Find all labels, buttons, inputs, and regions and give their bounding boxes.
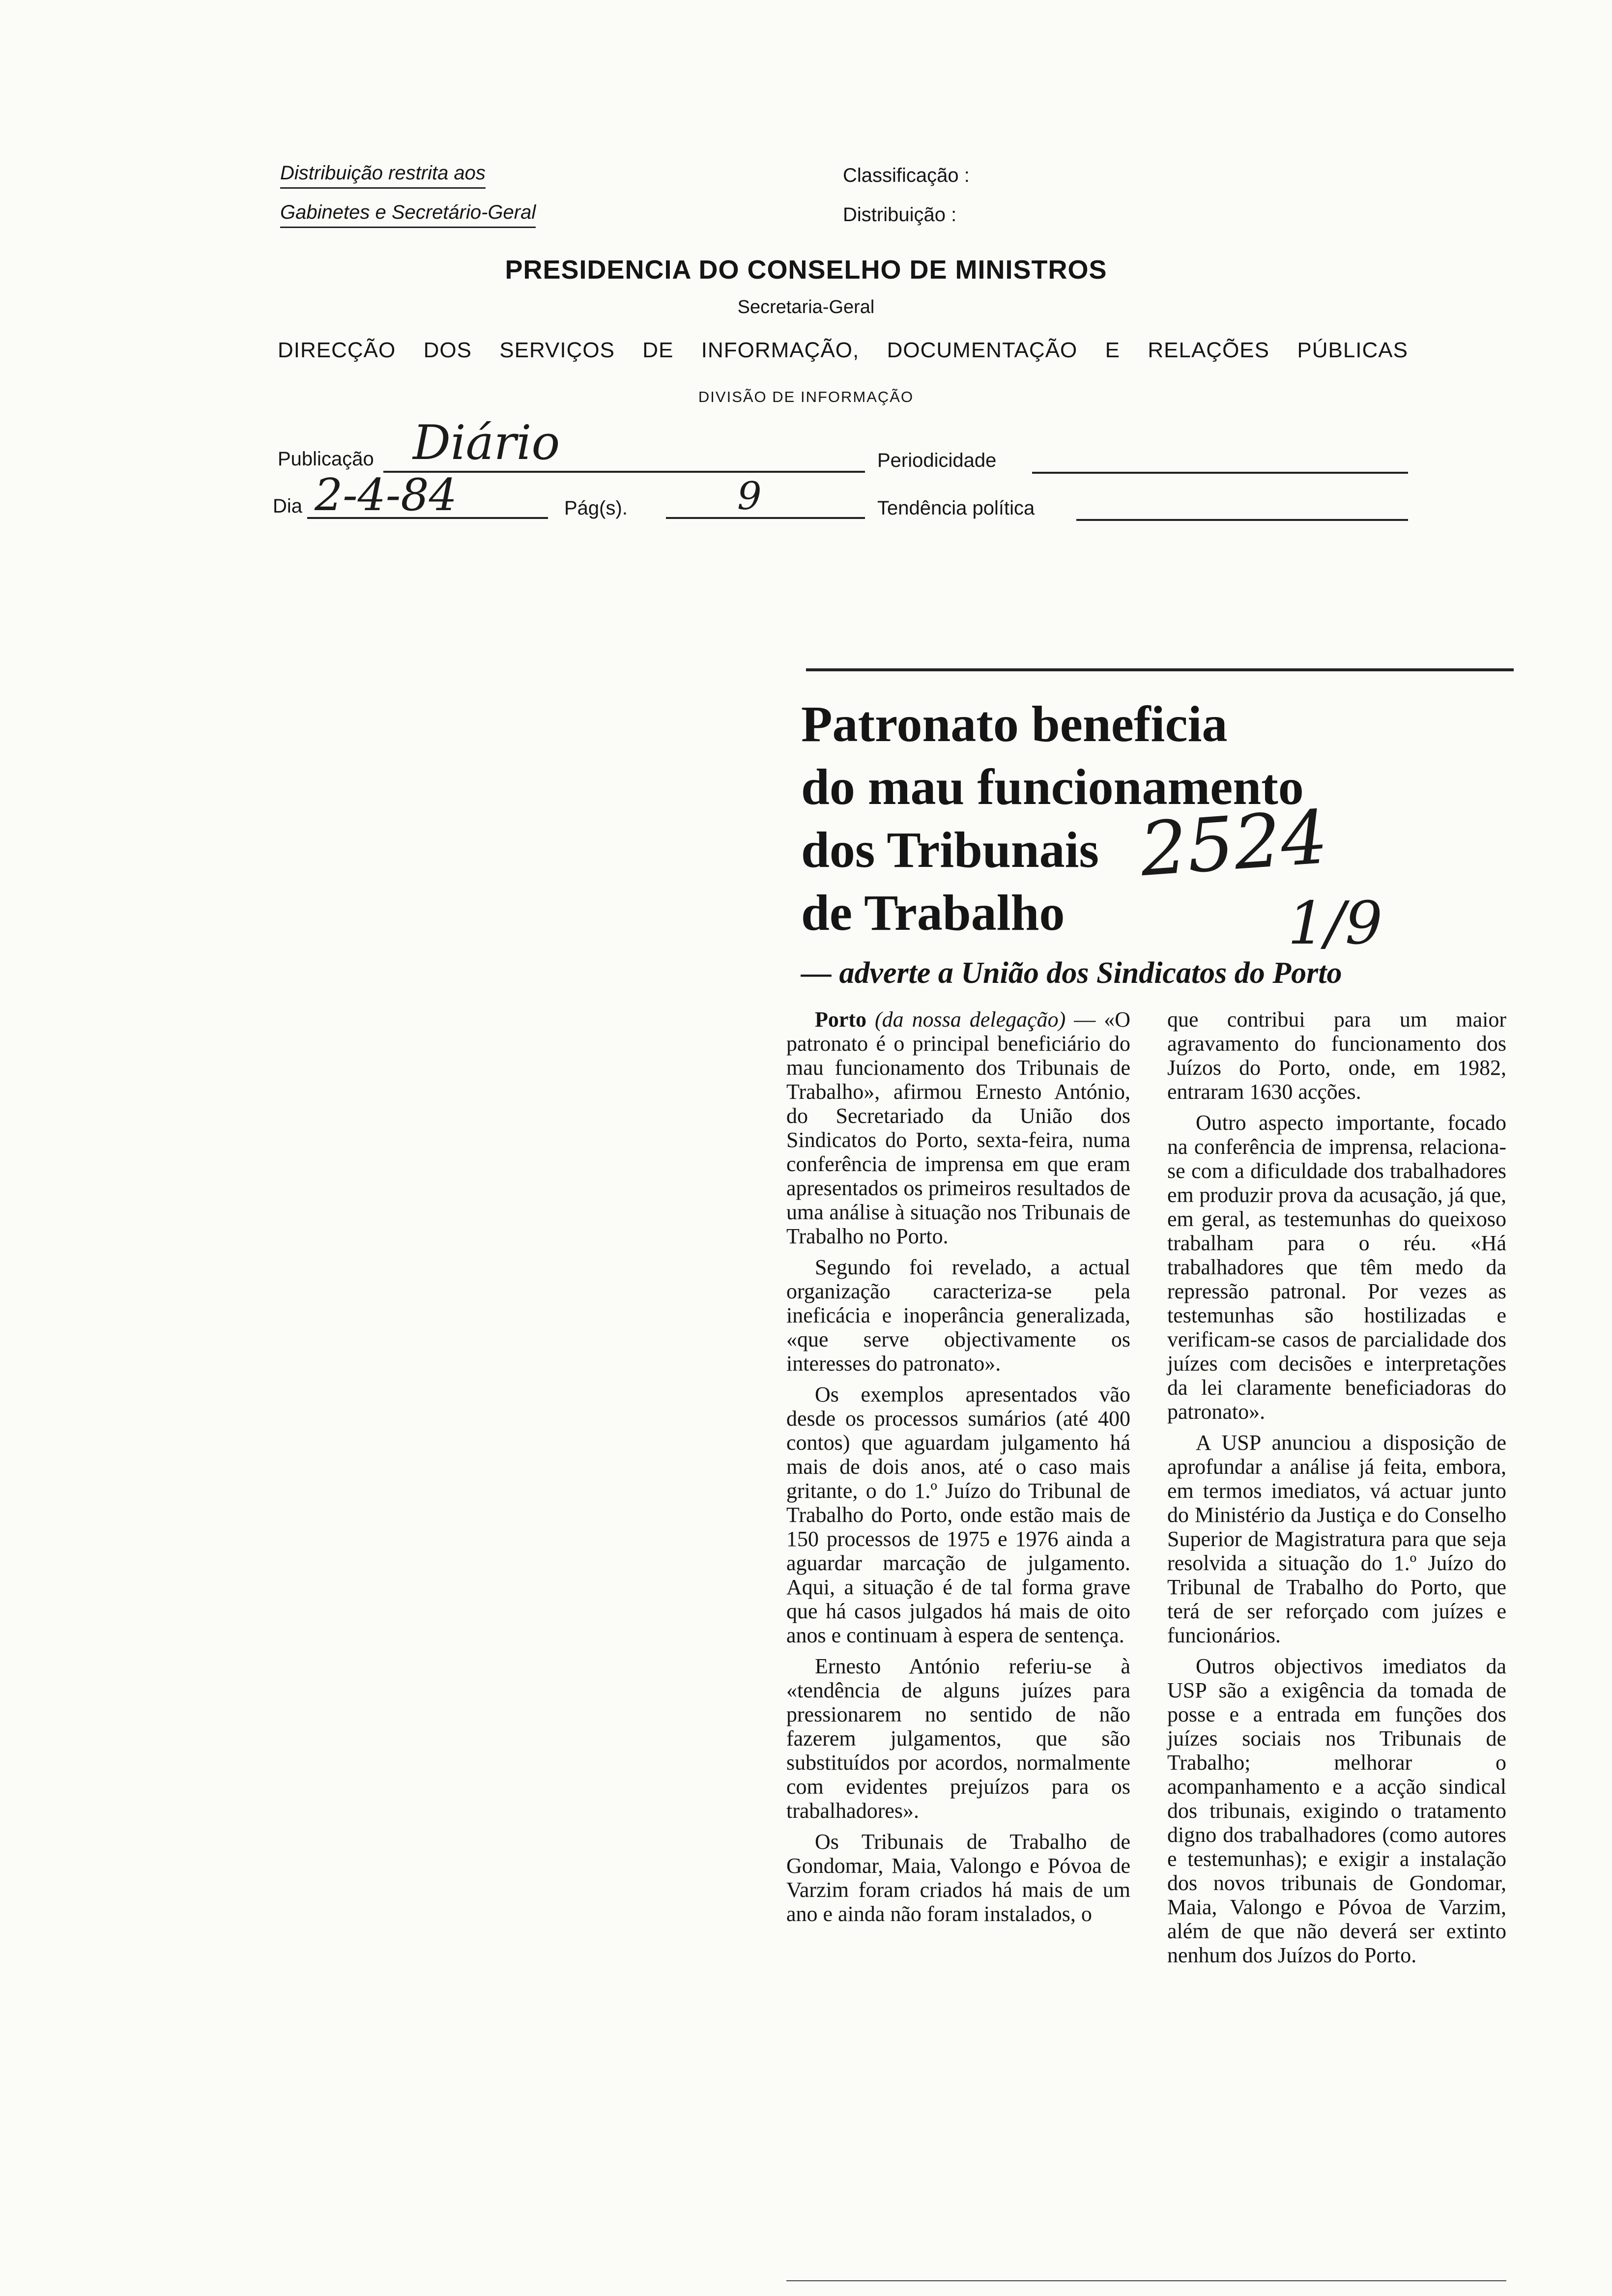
paragraph: Ernesto António referiu-se à «tendência de alguns juízes para pressionarem no sentido de não fazerem julgamentos, que são substituídos por acordos, normalmente com evidentes prejuízos para os trabalhadores». [786,1654,1130,1823]
org-title: PRESIDENCIA DO CONSELHO DE MINISTROS [505,255,1107,285]
tendencia-line [1076,519,1408,521]
dia-handwritten: 2-4-84 [315,469,457,521]
publicacao-label: Publicação [278,448,374,470]
headline-line: Patronato beneficia [801,696,1228,752]
publicacao-handwritten: Diário [413,415,560,470]
divisao-line: DIVISÃO DE INFORMAÇÃO [698,388,914,405]
pags-label: Pág(s). [564,497,628,519]
direccao-line: DIRECÇÃO DOS SERVIÇOS DE INFORMAÇÃO, DOCUMENTAÇÃO E RELAÇÕES PÚBLICAS [278,338,1408,362]
restriction-line-1: Distribuição restrita aos [280,162,486,189]
paragraph: A USP anunciou a disposição de aprofundar a análise já feita, embora, em termos imediatos, vá actuar junto do Ministério da Justiça e do Conselho Superior de Magistratura para que seja resolvida a situação do 1.º Juízo do Tribunal de Trabalho do Porto, que terá de ser reforçado com juízes e funcionários. [1167,1431,1506,1647]
dateline-source: (da nossa delegação) [875,1007,1066,1032]
headline-line: do mau funcionamento [801,759,1304,815]
pags-line [666,517,865,519]
restriction-line-2: Gabinetes e Secretário-Geral [280,201,536,228]
dia-label: Dia [273,495,303,517]
article-subhead: — adverte a União dos Sindicatos do Porto [801,956,1342,990]
paragraph: Outros objectivos imediatos da USP são a exigência da tomada de posse e a entrada em funções dos juízes sociais nos Tribunais de Trabalho; melhorar o acompanhamento e a acção sindical dos tribunais, exigindo o tratamento digno dos trabalhadores (como autores e testemunhas); e exigir a instalação dos novos tribunais de Gondomar, Maia, Valongo e Póvoa de Varzim, além de que não deverá ser extinto nenhum dos Juízos do Porto. [1167,1654,1506,1967]
article-top-rule [806,668,1514,671]
paragraph: Os Tribunais de Trabalho de Gondomar, Maia, Valongo e Póvoa de Varzim foram criados há mais de um ano e ainda não foram instalados, o [786,1830,1130,1926]
article-bottom-rule [786,2280,1506,2281]
paragraph: Segundo foi revelado, a actual organização caracteriza-se pela ineficácia e inoperância generalizada, «que serve objectivamente os interesses do patronato». [786,1255,1130,1376]
paragraph: Os exemplos apresentados vão desde os processos sumários (até 400 contos) que aguardam julgamento há mais de dois anos, até o caso mais gritante, o do 1.º Juízo do Tribunal de Trabalho do Porto, onde estão mais de 150 processos de 1975 e 1976 ainda a aguardar marcação de julgamento. Aqui, a situação é de tal forma grave que há casos julgados há mais de oito anos e continuam à espera de sentença. [786,1382,1130,1647]
headline-line: de Trabalho [801,885,1065,941]
distribuicao-label: Distribuição : [843,204,957,226]
dateline-place: Porto [815,1007,867,1032]
periodicidade-line [1032,472,1408,474]
paragraph [786,1007,1130,1248]
paragraph: Outro aspecto importante, focado na conferência de imprensa, relaciona-se com a dificuldade dos trabalhadores em produzir prova da acusação, já que, em geral, as testemunhas do queixoso trabalham para o réu. «Há trabalhadores que têm medo da repressão patronal. Por vezes as testemunhas são hostilizadas e verificam-se casos de parcialidade dos juízes com decisões e interpretações da lei claramente beneficiadoras do patronato». [1167,1111,1506,1424]
pags-handwritten: 9 [737,474,762,518]
archive-page-annotation: 1/9 [1288,890,1383,958]
paragraph-text: — «O patronato é o principal beneficiário do mau funcionamento dos Tribunais de Trabalho», afirmou Ernesto António, do Secretariado da União dos Sindicatos do Porto, sexta-feira, numa conferência de imprensa em que eram apresentados os primeiros resultados de uma análise à situação nos Tribunais de Trabalho no Porto. [786,1007,1131,1248]
secretaria-geral: Secretaria-Geral [737,297,875,317]
article-column-2 [1167,1007,1506,1974]
paragraph: que contribui para um maior agravamento do funcionamento dos Juízos do Porto, onde, em 1982, entraram 1630 acções. [1167,1007,1506,1104]
periodicidade-label: Periodicidade [877,450,997,471]
tendencia-label: Tendência política [877,497,1035,519]
archive-number-annotation: 2524 [1137,794,1331,893]
headline-line: dos Tribunais [801,822,1099,878]
classificacao-label: Classificação : [843,165,970,186]
article-column-1 [786,1007,1130,1933]
